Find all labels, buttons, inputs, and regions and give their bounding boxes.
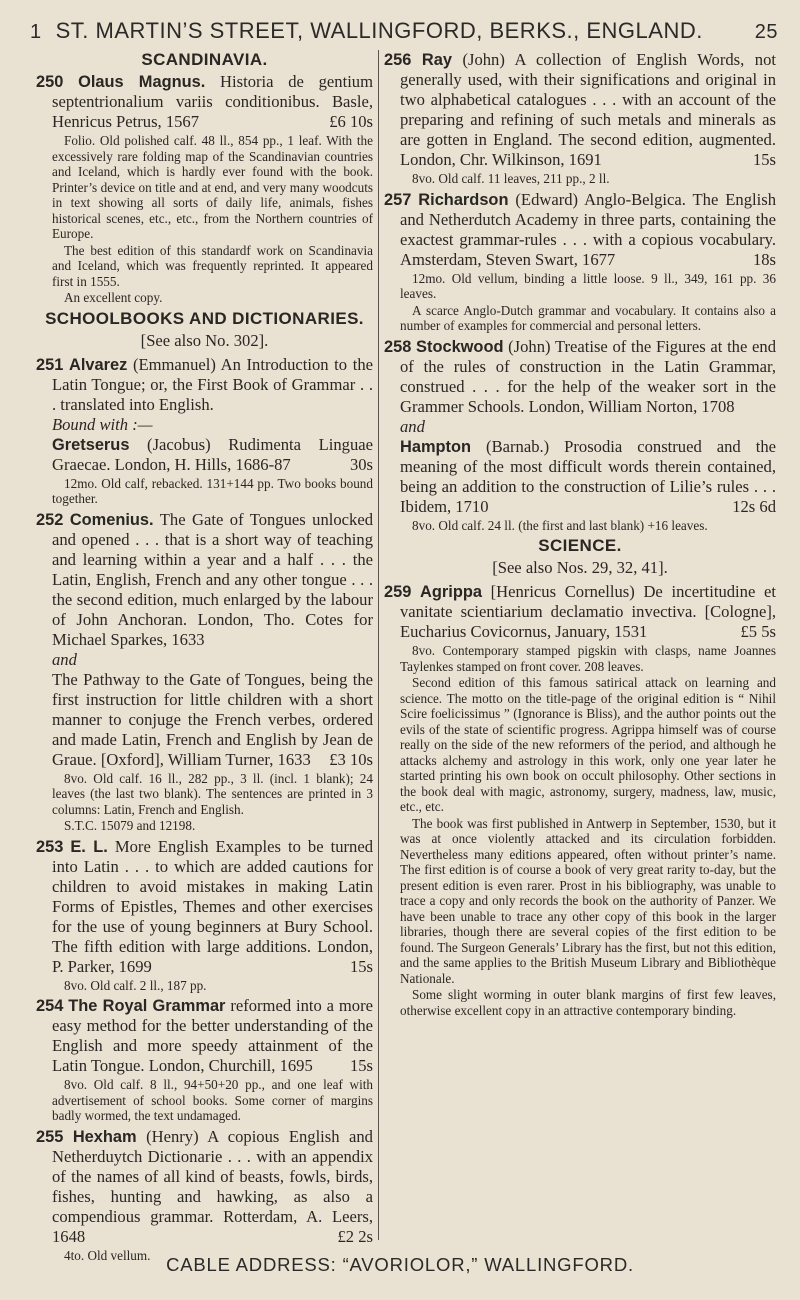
entry-author: The Royal Grammar	[68, 997, 226, 1015]
entry-price: 15s	[752, 150, 776, 169]
entry-author: Ray	[421, 51, 452, 69]
entry-number: 254	[36, 997, 64, 1015]
column-divider	[378, 50, 379, 1240]
and-connector: and	[52, 649, 77, 669]
entry-price: £2 2s	[337, 1226, 373, 1246]
entry-256	[384, 50, 776, 187]
entry-author: Hexham	[72, 1127, 137, 1146]
entry-title: reformed into a more easy method for the better understanding of the English and more speedy attainment of the Latin Tongue. London, Churchill, 1695	[52, 996, 373, 1075]
entry-title: The Pathway to the Gate of Tongues, being the first instruction for little children with a short manner to conjuge the French verbes, ordered and made Latin, French and English by Jean de Graue. [Oxford], William Turner, 1633	[52, 669, 373, 769]
entry-author: Hampton	[400, 437, 472, 456]
section-heading-schoolbooks: SCHOOLBOOKS AND DICTIONARIES.	[45, 308, 364, 328]
entry-number: 252	[36, 510, 64, 529]
entry-author: Alvarez	[69, 355, 128, 374]
entry-price: 15s	[349, 1056, 373, 1075]
see-also: [See also No. 302].	[140, 330, 269, 350]
bound-with: Bound with :—	[52, 414, 153, 434]
entry-259	[384, 582, 776, 1018]
entry-number: 258	[384, 337, 412, 356]
entry-price: 12s 6d	[732, 496, 776, 516]
entry-title: The Gate of Tongues unlocked and opened . . . that is a short way of teaching and learning within a year and a half . . . the Latin, English, French and any other tongue . . . the second edition, much enlarged by the labour of John Anchoran. London, Tho. Cotes for Michael Sparkes, 1633	[52, 509, 373, 649]
entry-author: E. L.	[70, 837, 108, 856]
see-also: [See also Nos. 29, 32, 41].	[492, 558, 668, 577]
page-number-left: 1	[30, 21, 42, 43]
entry-note: 8vo. Old calf. 16 ll., 282 pp., 3 ll. (incl. 1 blank); 24 leaves (the last two blank). The sentences are printed in 3 columns: Latin, French and English.	[52, 770, 373, 817]
entry-title: (Edward) Anglo-Belgica. The English and Netherdutch Academy in three parts, containing the exactest grammar-rules . . . with a copious vocabulary. Amsterdam, Steven Swart, 1677	[400, 189, 776, 269]
entry-note: 8vo. Old calf. 11 leaves, 211 pp., 2 ll.	[412, 171, 610, 186]
entry-title: (Barnab.) Prosodia construed and the meaning of the most difficult words therein contained, being an addition to the construction of Lilie’s rules . . . Ibidem, 1710	[400, 436, 776, 516]
entry-note: The best edition of this standardf work on Scandinavia and Iceland, which was frequently reprinted. It appeared first in 1555.	[52, 242, 373, 289]
entry-title: (John) Treatise of the Figures at the end of the rules of construction in the Latin Grammar, construed . . . for the help of the weaker sort in the Grammer Schools. London, William Norton, 1708	[400, 336, 776, 416]
entry-note: 8vo. Contemporary stamped pigskin with clasps, name Joannes Taylenkes stamped on front cover. 208 leaves.	[400, 643, 776, 674]
entry-number: 259	[384, 583, 412, 601]
entry-price: £3 10s	[329, 749, 373, 769]
entry-number: 253	[36, 837, 64, 856]
entry-258	[384, 337, 776, 534]
entry-price: 18s	[752, 249, 776, 269]
entry-note: An excellent copy.	[64, 290, 163, 305]
right-column	[384, 50, 776, 1248]
entry-title: (Jacobus) Rudimenta Linguae Graecae. London, H. Hills, 1686-87	[52, 434, 373, 474]
section-heading-scandinavia: SCANDINAVIA.	[141, 50, 268, 69]
entry-title: (Henry) A copious English and Netherduytch Dictionarie . . . with an appendix of the names of all kind of beasts, fowls, birds, fishes, hunting and hawking, as also a compendious grammar. Rotterdam, A. Leers, 1648	[52, 1126, 373, 1246]
entry-author: Olaus Magnus.	[78, 73, 206, 91]
entry-251	[36, 355, 373, 507]
entry-author: Stockwood	[416, 337, 504, 356]
entry-note: Some slight worming in outer blank margins of first few leaves, otherwise excellent copy in an attractive contemporary binding.	[400, 987, 776, 1018]
entry-author: Richardson	[418, 190, 509, 209]
entry-price: 30s	[349, 454, 373, 474]
entry-note: 12mo. Old vellum, binding a little loose. 9 ll., 349, 161 pp. 36 leaves.	[400, 270, 776, 301]
entry-note: Folio. Old polished calf. 48 ll., 854 pp., 1 leaf. With the excessively rare folding map of the Scandinavian countries and Iceland, which is hardly ever found with the book. Printer’s device on title and at end, and very many woodcuts in text showing all sorts of daily life, animals, fishes historical scenes, etc., etc., from the Northern countries of Europe.	[52, 133, 373, 241]
entry-note: 8vo. Old calf. 8 ll., 94+50+20 pp., and one leaf with advertisement of school books. Some corner of margins badly wormed, the text undamaged.	[52, 1077, 373, 1123]
entry-title: More English Examples to be turned into Latin . . . to which are added cautions for children to avoid mistakes in making Latin Forms of Epistles, Themes and other exercises for the use of young beginners at Bury School. The fifth edition with large additions. London, P. Parker, 1699	[52, 836, 373, 976]
entry-author: Agrippa	[420, 583, 482, 601]
entry-author: Gretserus	[52, 435, 130, 454]
entry-note: A scarce Anglo-Dutch grammar and vocabulary. It contains also a number of examples for commercial and personal letters.	[400, 302, 776, 333]
entry-author: Comenius.	[69, 510, 154, 529]
entry-number: 251	[36, 355, 64, 374]
page-header	[0, 0, 800, 44]
entry-number: 250	[36, 73, 64, 91]
entry-255	[36, 1127, 373, 1264]
page-number: 25	[754, 21, 778, 43]
entry-note: The book was first published in Antwerp in September, 1530, but it was at once violently attacked and its circulation forbidden. Nevertheless many editions appeared, often without printer’s name. The first edition is of course a book of very great rarity to-day, but the present edition is even rarer. Prost in his bibliography, was unable to trace a copy and only records the book on the authority of Panzer. We have been unable to trace any other copy of this book in the larger libraries, though there are several copies of the first edition to be found. The Surgeon Generals’ Library has the first, but not this edition, and the same applies to the British Museum Library and Bibliothèque Nationale.	[400, 815, 776, 986]
entry-price: £5 5s	[740, 622, 776, 641]
entry-number: 255	[36, 1127, 64, 1146]
entry-253	[36, 837, 373, 994]
entry-title: Historia de gentium septentrionalium variis conditionibus. Basle, Henricus Petrus, 1567	[52, 72, 374, 131]
entry-note: 4to. Old vellum.	[64, 1247, 151, 1263]
entry-title: (Emmanuel) An Introduction to the Latin Tongue; or, the First Book of Grammar . . . translated into English.	[52, 354, 373, 414]
entry-number: 256	[384, 51, 412, 69]
entry-252	[36, 510, 373, 834]
section-heading-science: SCIENCE.	[538, 536, 622, 555]
entry-254	[36, 996, 373, 1124]
entry-title: [Henricus Cornellus) De incertitudine et vanitate scientiarium declamatio invectiva. [Cologne], Eucharius Covicornus, January, 1531	[400, 582, 776, 641]
entry-257	[384, 190, 776, 334]
entry-note: 8vo. Old calf. 2 ll., 187 pp.	[64, 977, 207, 993]
header-address: ST. MARTIN’S STREET, WALLINGFORD, BERKS., ENGLAND.	[55, 18, 703, 43]
entry-price: £6 10s	[329, 112, 373, 131]
entry-note: 12mo. Old calf, rebacked. 131+144 pp. Two books bound together.	[52, 475, 373, 506]
left-column	[36, 50, 374, 1263]
entry-note: Second edition of this famous satirical attack on learning and science. The motto on the title-page of the original edition is “ Nihil Scire foelicissimus ” (Ignorance is Bliss), and the author points out the evils of the state of scientific progress. Agrippa himself was of course really on the side of the new reformers of the period, and although he attacks alchemy and astrology in this work, only one year later he started printing his own book on occult philosophy. Other sections in the book deal with magic, astronomy, surgery, madness, law, music, etc., etc.	[400, 675, 776, 814]
entry-note: 8vo. Old calf. 24 ll. (the first and last blank) +16 leaves.	[412, 517, 708, 533]
entry-250	[36, 72, 373, 306]
cable-address-footer: CABLE ADDRESS: “AVORIOLOR,” WALLINGFORD.	[166, 1254, 634, 1275]
entry-price: 15s	[349, 956, 373, 976]
and-connector: and	[400, 416, 425, 436]
entry-title: (John) A collection of English Words, not generally used, with their significations and original in two alphabetical catalogues . . . with an account of the preparing and refining of such metals and minerals as are gotten in England. The second edition, augmented. London, Chr. Wilkinson, 1691	[400, 50, 776, 169]
entry-note: S.T.C. 15079 and 12198.	[64, 818, 196, 833]
entry-number: 257	[384, 190, 412, 209]
